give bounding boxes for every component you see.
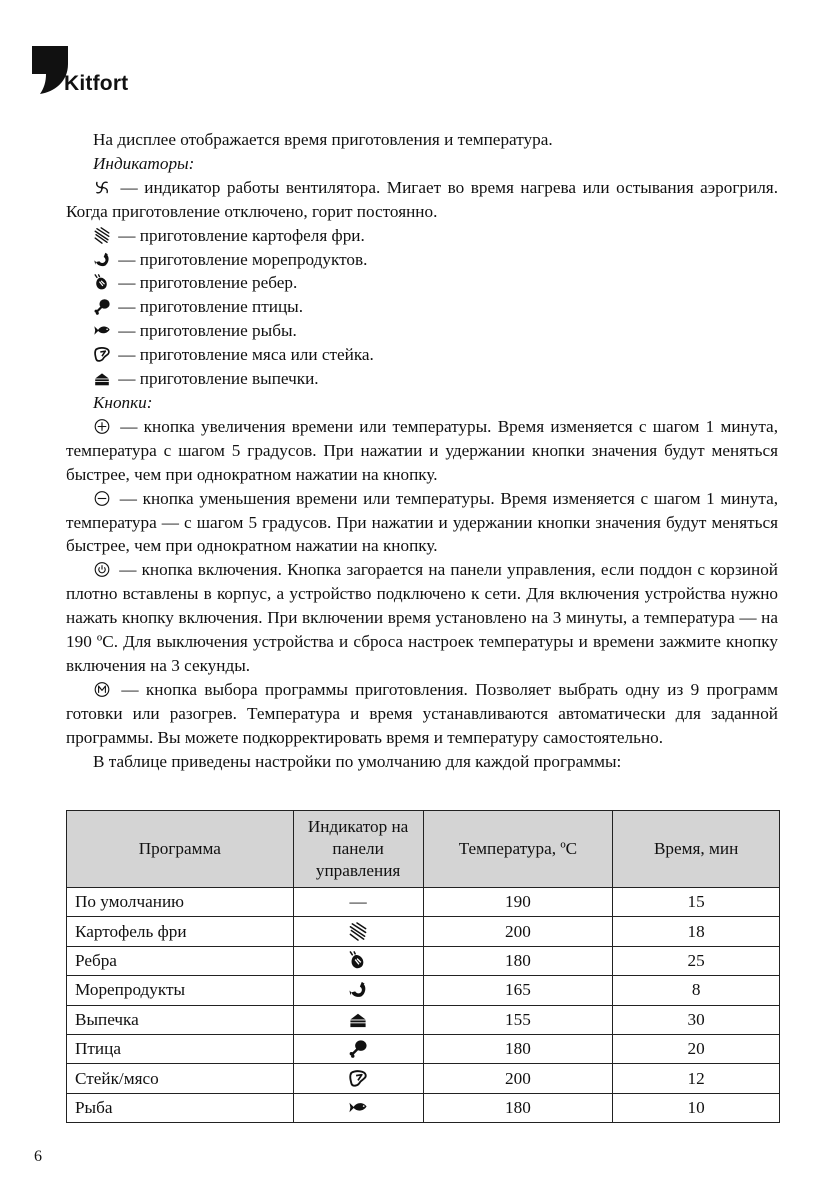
table-row [67, 1064, 780, 1093]
program-time: 30 [613, 1005, 780, 1034]
program-temperature: 180 [423, 946, 613, 975]
program-name: Стейк/мясо [67, 1064, 294, 1093]
paragraph [66, 487, 778, 559]
minus-circle-icon [93, 490, 111, 507]
program-indicator [293, 917, 423, 946]
program-time: 12 [613, 1064, 780, 1093]
paragraph [66, 295, 778, 319]
program-temperature: 200 [423, 917, 613, 946]
paragraph [66, 224, 778, 248]
paragraph [66, 248, 778, 272]
instructions-text [66, 128, 778, 773]
paragraph [66, 367, 778, 391]
paragraph-text: — кнопка увеличения времени или температуры. Время изменяется с шагом 1 минута, температура с шагом 5 градусов. При нажатии и удержании кнопки значения будут меняться быстрее, чем при однократном нажатии на кнопку. [66, 416, 778, 484]
paragraph [66, 271, 778, 295]
brand-logo [30, 44, 150, 104]
paragraph [66, 319, 778, 343]
paragraph [66, 343, 778, 367]
paragraph-text: — кнопка включения. Кнопка загорается на панели управления, если поддон с корзиной плотно вставлены в корпус, а устройство подключено к сети. Для включения устройства нужно нажать кнопку включения. При включении время установлено на 3 минуты, а температура — на 190 ºС. Для выключения устройства и сброса настроек температуры и времени зажмите кнопку включения на 3 секунды. [66, 560, 778, 675]
paragraph-text: — индикатор работы вентилятора. Мигает во время нагрева или остывания аэрогриля. Когда приготовление отключено, горит постоянно. [66, 177, 778, 221]
program-temperature: 190 [423, 888, 613, 917]
program-time: 18 [613, 917, 780, 946]
table-row [67, 976, 780, 1005]
paragraph-text: На дисплее отображается время приготовления и температура. [93, 130, 553, 149]
program-name: Морепродукты [67, 976, 294, 1005]
table-row [67, 1034, 780, 1063]
program-time: 8 [613, 976, 780, 1005]
cake-icon [93, 370, 111, 387]
paragraph-text: Кнопки: [93, 392, 153, 412]
menu-m-icon [93, 681, 111, 698]
paragraph-text: В таблице приведены настройки по умолчанию для каждой программы: [93, 751, 622, 771]
header-program: Программа [67, 811, 294, 888]
program-name: Ребра [67, 946, 294, 975]
indicator-dash: — [349, 892, 367, 912]
table-row [67, 946, 780, 975]
fries-icon [348, 922, 368, 941]
table-row [67, 1005, 780, 1034]
steak-icon [93, 346, 111, 363]
power-icon [93, 561, 111, 578]
program-temperature: 200 [423, 1064, 613, 1093]
fish-icon [348, 1098, 368, 1117]
header-indicator: Индикатор на панели управления [293, 811, 423, 888]
table-row [67, 1093, 780, 1122]
program-temperature: 165 [423, 976, 613, 1005]
table-row [67, 888, 780, 917]
program-indicator [293, 1093, 423, 1122]
paragraph [66, 415, 778, 487]
paragraph [66, 391, 778, 415]
paragraph-text: — кнопка выбора программы приготовления. Позволяет выбрать одну из 9 программ готовки или разогрев. Температура и время устанавливаются автоматически для заданной программы. Вы можете подкорректировать время и температуру самостоятельно. [66, 679, 778, 747]
paragraph [66, 678, 778, 750]
program-name: По умолчанию [67, 888, 294, 917]
ribs-icon [93, 274, 111, 291]
program-indicator [293, 1005, 423, 1034]
fish-icon [93, 322, 111, 339]
program-indicator [293, 976, 423, 1005]
plus-circle-icon [93, 418, 111, 435]
programs-table [66, 810, 780, 1123]
paragraph-text: — приготовление выпечки. [114, 369, 319, 389]
program-temperature: 155 [423, 1005, 613, 1034]
paragraph-text: — приготовление морепродуктов. [114, 249, 368, 269]
paragraph-text: — приготовление птицы. [114, 297, 304, 317]
program-time: 10 [613, 1093, 780, 1122]
cake-icon [348, 1010, 368, 1029]
program-time: 15 [613, 888, 780, 917]
program-time: 25 [613, 946, 780, 975]
table-row [67, 917, 780, 946]
program-indicator [293, 946, 423, 975]
paragraph-text: — приготовление рыбы. [114, 321, 297, 341]
steak-icon [348, 1069, 368, 1088]
brand-name: Kitfort [64, 72, 129, 95]
program-name: Картофель фри [67, 917, 294, 946]
program-indicator [293, 1034, 423, 1063]
fries-icon [93, 227, 111, 244]
program-temperature: 180 [423, 1034, 613, 1063]
header-temperature: Температура, ºС [423, 811, 613, 888]
chicken-leg-icon [348, 1039, 368, 1058]
program-temperature: 180 [423, 1093, 613, 1122]
paragraph-text: — приготовление ребер. [114, 273, 298, 293]
program-name: Рыба [67, 1093, 294, 1122]
ribs-icon [348, 951, 368, 970]
paragraph [66, 750, 778, 774]
page-number: 6 [34, 1148, 42, 1165]
program-indicator [293, 888, 423, 917]
paragraph-text: Индикаторы: [93, 153, 195, 173]
header-time: Время, мин [613, 811, 780, 888]
paragraph-text: — приготовление картофеля фри. [114, 225, 365, 245]
chicken-leg-icon [93, 298, 111, 315]
paragraph [66, 176, 778, 224]
table-header-row [67, 811, 780, 888]
paragraph-text: — приготовление мяса или стейка. [114, 345, 374, 365]
program-indicator [293, 1064, 423, 1093]
shrimp-icon [93, 251, 111, 268]
paragraph [66, 152, 778, 176]
program-name: Выпечка [67, 1005, 294, 1034]
fan-icon [93, 179, 111, 196]
shrimp-icon [348, 980, 368, 999]
program-name: Птица [67, 1034, 294, 1063]
paragraph [66, 558, 778, 678]
paragraph-text: — кнопка уменьшения времени или температуры. Время изменяется с шагом 1 минута, температура — с шагом 5 градусов. При нажатии и удержании кнопки значения будут меняться быстрее, чем при однократном нажатии на кнопку. [66, 488, 778, 556]
program-time: 20 [613, 1034, 780, 1063]
paragraph [66, 128, 778, 152]
